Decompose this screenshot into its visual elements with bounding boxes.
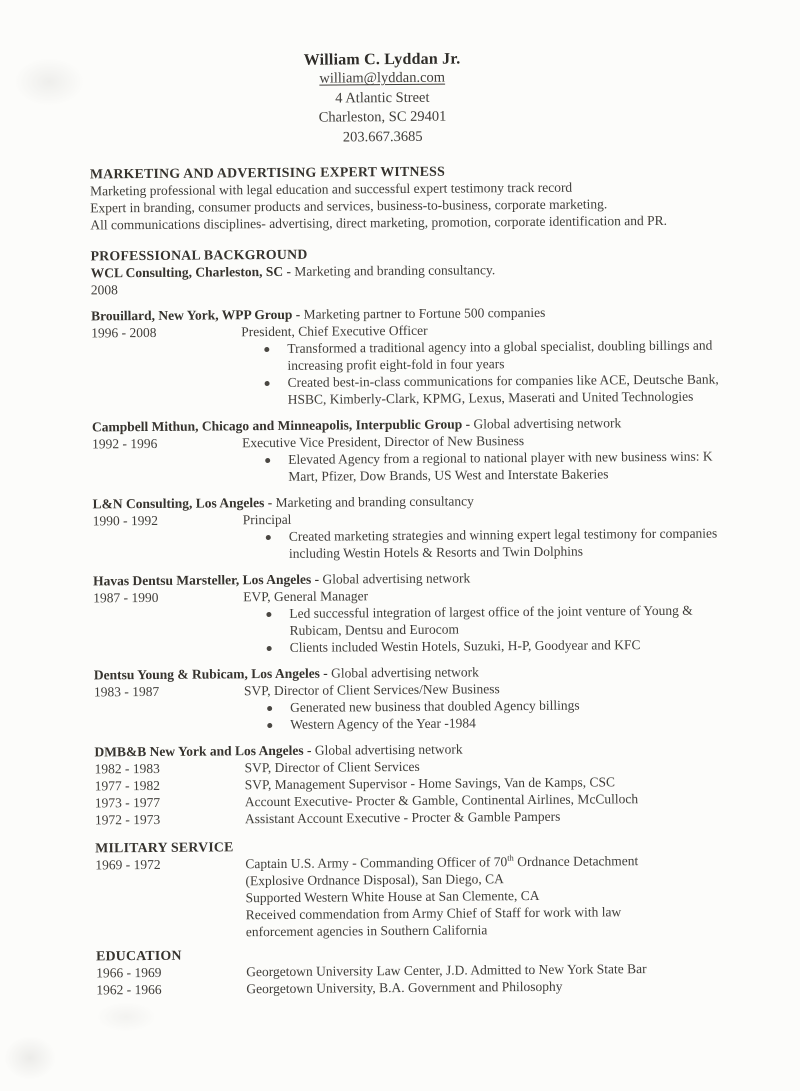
job-date: 1973 - 1977: [94, 794, 161, 811]
education-desc: Georgetown University Law Center, J.D. Admitted to New York State Bar: [246, 961, 647, 980]
contact-address-line2: Charleston, SC 29401: [318, 108, 447, 126]
job-entry: [92, 490, 745, 563]
military-line1-pre: Captain U.S. Army - Commanding Officer of 70: [245, 854, 508, 872]
job-company-name: Campbell Mithun, Chicago and Minneapolis, Interpublic Group -: [91, 416, 471, 435]
job-bullets: [263, 601, 743, 656]
military-section: [95, 834, 748, 941]
job-company-desc: Global advertising network: [311, 741, 463, 758]
job-title: Executive Vice President, Director of New Business: [241, 433, 525, 451]
summary-heading: MARKETING AND ADVERTISING EXPERT WITNESS: [89, 163, 446, 182]
bullet-item: Led successful integration of largest office of the joint venture of Young & Rubicam, Dentsu and Eurocom: [263, 601, 743, 639]
job-date: 1972 - 1973: [94, 811, 161, 828]
summary-section: [90, 160, 743, 233]
job-title: Account Executive- Procter & Gamble, Continental Airlines, McCulloch: [244, 791, 639, 810]
bullet-item: Created marketing strategies and winning expert legal testimony for companies including Westin Hotels & Resorts and Twin Dolphins: [263, 524, 743, 562]
bullet-item: Generated new business that doubled Agency billings: [264, 695, 744, 716]
professional-background-section: [91, 242, 748, 828]
bullet-item: Western Agency of the Year -1984: [264, 712, 744, 733]
bullet-item: Clients included Westin Hotels, Suzuki, H-P, Goodyear and KFC: [264, 635, 744, 656]
summary-line: Marketing professional with legal education and successful expert testimony track record: [90, 179, 573, 199]
military-description: [245, 852, 666, 940]
job-company-desc: Marketing partner to Fortune 500 companies: [300, 304, 546, 322]
job-company-name: Brouillard, New York, WPP Group -: [90, 306, 301, 324]
job-company-name: Havas Dentsu Marsteller, Los Angeles -: [93, 571, 320, 589]
education-desc: Georgetown University, B.A. Government and Philosophy: [246, 978, 563, 997]
education-rows: [96, 959, 748, 998]
job-date: 1982 - 1983: [94, 760, 160, 777]
job-company-name: Dentsu Young & Rubicam, Los Angeles -: [93, 665, 328, 683]
job-company-desc: Global advertising network: [470, 415, 622, 432]
job-company-desc: Global advertising network: [327, 664, 479, 681]
contact-block: [172, 48, 593, 148]
job-title: SVP, Director of Client Services: [244, 758, 420, 776]
military-row: [95, 851, 748, 941]
job-title: Principal: [242, 511, 292, 528]
military-date: 1969 - 1972: [95, 856, 161, 873]
job-bullets: [263, 524, 743, 562]
job-title: President, Chief Executive Officer: [241, 322, 428, 340]
job-title: Assistant Account Executive - Procter & Gamble Pampers: [244, 808, 561, 827]
bullet-item: Created best-in-class communications for companies like ACE, Deutsche Bank, HSBC, Kimberly-Clark, KPMG, Lexus, Maserati and United Technologies: [262, 370, 742, 408]
contact-email-link[interactable]: william@lyddan.com: [319, 70, 446, 88]
intro-company-desc: Marketing and branding consultancy.: [290, 262, 496, 279]
job-entry: [92, 413, 745, 486]
summary-line: Expert in branding, consumer products and services, business-to-business, corporate marketing.: [90, 196, 608, 216]
job-date: 1983 - 1987: [93, 683, 160, 700]
bullet-item: Elevated Agency from a regional to national player with new business wins: K Mart, Pfizer, Dow Brands, US West and Interstate Bakeries: [262, 447, 742, 485]
job-bullets: [261, 336, 742, 408]
job-entry: [93, 567, 746, 657]
military-line: Received commendation from Army Chief of Staff for work with law enforcement agencies in Southern California: [245, 904, 622, 940]
intro-company-date: 2008: [90, 282, 118, 298]
military-line: [245, 852, 665, 889]
education-heading: EDUCATION: [96, 947, 182, 964]
job-company-desc: Global advertising network: [319, 570, 471, 587]
education-date: 1962 - 1966: [96, 981, 162, 998]
summary-line: All communications disciplines- advertising, direct marketing, promotion, corporate identification and PR.: [90, 212, 668, 233]
contact-phone: 203.667.3685: [342, 128, 423, 146]
job-title: SVP, Director of Client Services/New Business: [243, 681, 500, 699]
job-date: 1996 - 2008: [91, 324, 157, 341]
job-bullets: [264, 695, 744, 733]
jobs-list: [91, 302, 747, 828]
job-title: EVP, General Manager: [243, 588, 369, 605]
summary-lines: [90, 177, 742, 233]
education-section: [96, 942, 748, 998]
professional-background-heading: PROFESSIONAL BACKGROUND: [90, 246, 308, 264]
contact-name: William C. Lyddan Jr.: [303, 50, 461, 69]
military-line1-ordinal: th: [507, 852, 514, 863]
job-date: 1977 - 1982: [94, 777, 161, 794]
military-line1-post: Ordnance Detachment (Explosive Ordnance Disposal), San Diego, CA: [245, 853, 639, 889]
military-heading: MILITARY SERVICE: [95, 839, 234, 856]
bullet-item: Transformed a traditional agency into a global specialist, doubling billings and increasing profit eight-fold in four years: [261, 336, 741, 374]
job-entry: [94, 738, 747, 828]
contact-address-line1: 4 Atlantic Street: [335, 89, 430, 107]
job-company-name: DMB&B New York and Los Angeles -: [94, 742, 312, 760]
military-line: Supported Western White House at San Clemente, CA: [245, 887, 540, 906]
job-company-desc: Marketing and branding consultancy: [272, 493, 474, 511]
job-entry: [91, 302, 744, 409]
job-date: 1990 - 1992: [92, 512, 158, 529]
job-bullets: [262, 447, 742, 485]
intro-company-name: WCL Consulting, Charleston, SC -: [90, 263, 292, 281]
job-company-name: L&N Consulting, Los Angeles -: [92, 495, 273, 512]
education-date: 1966 - 1969: [96, 964, 162, 981]
job-entry: [94, 661, 747, 734]
job-date: 1992 - 1996: [92, 435, 158, 452]
job-date: 1987 - 1990: [93, 589, 159, 606]
job-title: SVP, Management Supervisor - Home Savings, Van de Kamps, CSC: [244, 774, 616, 793]
